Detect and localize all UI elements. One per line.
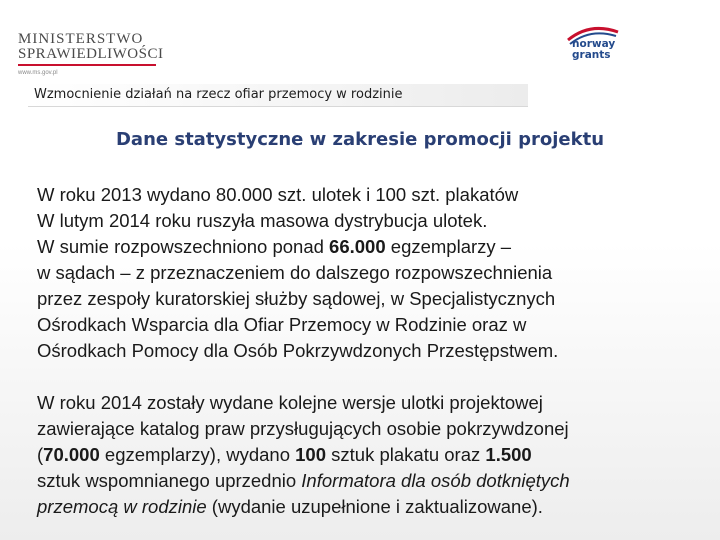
norway-grants-text — [572, 39, 615, 61]
text-span: W sumie rozpowszechniono ponad — [37, 236, 330, 257]
norway-grants-logo — [560, 20, 650, 80]
bold-number: 100 — [295, 444, 327, 465]
header — [0, 0, 720, 120]
paragraph2-line5 — [37, 494, 707, 520]
paragraph1-line4: w sądach – z przeznaczeniem do dalszego rozpowszechnienia — [37, 262, 553, 283]
paragraph1-line1: W roku 2013 wydano 80.000 szt. ulotek i 100 szt. plakatów — [37, 184, 519, 205]
paragraph2-line4 — [37, 468, 707, 494]
text-span: (wydanie uzupełnione i zaktualizowane). — [206, 496, 543, 517]
paragraph2-line2: zawierające katalog praw przysługujących osobie pokrzywdzonej — [37, 418, 569, 439]
text-span: egzemplarzy), wydano — [99, 444, 296, 465]
italic-title: Informatora dla osób dotkniętych — [301, 470, 570, 491]
text-span: sztuk wspomnianego uprzednio — [37, 470, 302, 491]
norway-grants-line1: norway — [572, 38, 616, 50]
project-title: Wzmocnienie działań na rzecz ofiar przemocy w rodzinie — [34, 87, 403, 102]
ministry-logo-underline — [18, 64, 156, 66]
paragraph1-line5: przez zespoły kuratorskiej służby sądowej, w Specjalistycznych — [37, 288, 556, 309]
paragraph2-line3 — [37, 442, 707, 468]
paragraph-gap — [37, 364, 707, 390]
slide-body — [37, 182, 707, 520]
italic-title: przemocą w rodzinie — [37, 496, 207, 517]
bold-number: 1.500 — [485, 444, 532, 465]
text-span: ( — [37, 444, 44, 465]
bold-number: 70.000 — [43, 444, 100, 465]
paragraph1-line6: Ośrodkach Wsparcia dla Ofiar Przemocy w Rodzinie oraz w — [37, 314, 527, 335]
ministry-logo-line1: MINISTERSTWO — [18, 31, 144, 47]
paragraph1-line2: W lutym 2014 roku ruszyła masowa dystrybucja ulotek. — [37, 210, 488, 231]
project-title-bar — [28, 84, 528, 107]
ministry-logo — [18, 32, 163, 76]
text-span: egzemplarzy – — [385, 236, 512, 257]
paragraph1-line7: Ośrodkach Pomocy dla Osób Pokrzywdzonych Przestępstwem. — [37, 340, 559, 361]
slide-title: Dane statystyczne w zakresie promocji projektu — [115, 129, 605, 150]
paragraph2-line1: W roku 2014 zostały wydane kolejne wersje ulotki projektowej — [37, 392, 543, 413]
norway-grants-line2: grants — [572, 49, 611, 61]
paragraph1-line3 — [37, 234, 707, 260]
ministry-logo-url: www.ms.gov.pl — [18, 70, 58, 76]
ministry-logo-line2: SPRAWIEDLIWOŚCI — [18, 46, 164, 62]
bold-number: 66.000 — [329, 236, 386, 257]
text-span: sztuk plakatu oraz — [326, 444, 486, 465]
